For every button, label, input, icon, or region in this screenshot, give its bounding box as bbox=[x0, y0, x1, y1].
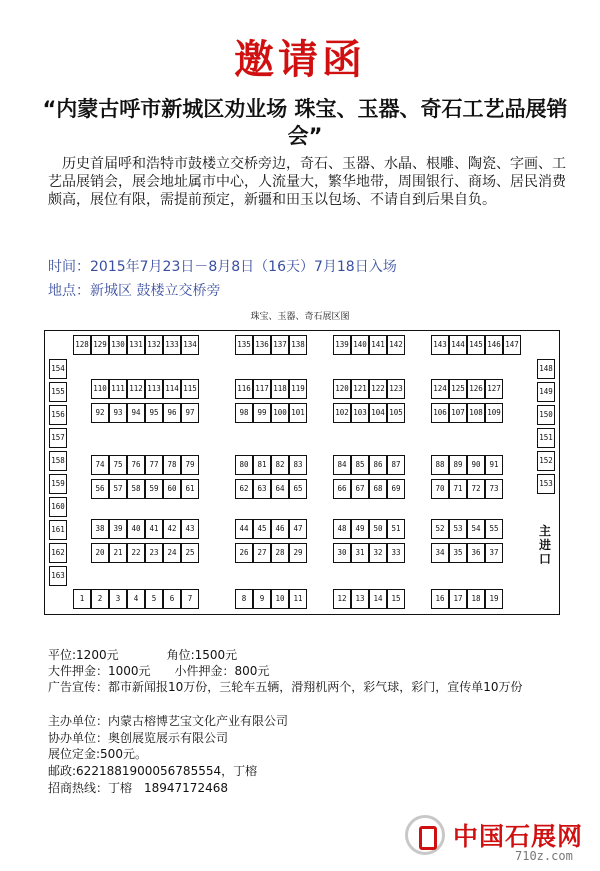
booth-112: 112 bbox=[127, 379, 145, 399]
booth-6: 6 bbox=[163, 589, 181, 609]
booth-93: 93 bbox=[109, 403, 127, 423]
booth-67: 67 bbox=[351, 479, 369, 499]
invitation-title: 邀请函 bbox=[234, 36, 366, 83]
booth-126: 126 bbox=[467, 379, 485, 399]
booth-45: 45 bbox=[253, 519, 271, 539]
booth-137: 137 bbox=[271, 335, 289, 355]
booth-56: 56 bbox=[91, 479, 109, 499]
booth-2: 2 bbox=[91, 589, 109, 609]
booth-103: 103 bbox=[351, 403, 369, 423]
booth-152: 152 bbox=[537, 451, 555, 471]
booth-127: 127 bbox=[485, 379, 503, 399]
booth-73: 73 bbox=[485, 479, 503, 499]
booth-26: 26 bbox=[235, 543, 253, 563]
booth-86: 86 bbox=[369, 455, 387, 475]
booth-144: 144 bbox=[449, 335, 467, 355]
booth-102: 102 bbox=[333, 403, 351, 423]
booth-71: 71 bbox=[449, 479, 467, 499]
intro-paragraph: 历史首届呼和浩特市鼓楼立交桥旁边，奇石、玉器、水晶、根雕、陶瓷、字画、工艺品展销会，展会地址属市中心，人流量大，繁华地带，周围银行、商场、居民消费颇高，展位有限，需提前预定，新疆和田玉以包场、不请自到后果自负。 bbox=[48, 156, 566, 208]
booth-3: 3 bbox=[109, 589, 127, 609]
booth-116: 116 bbox=[235, 379, 253, 399]
booth-47: 47 bbox=[289, 519, 307, 539]
booth-82: 82 bbox=[271, 455, 289, 475]
booth-72: 72 bbox=[467, 479, 485, 499]
booth-132: 132 bbox=[145, 335, 163, 355]
booth-12: 12 bbox=[333, 589, 351, 609]
booth-22: 22 bbox=[127, 543, 145, 563]
booth-46: 46 bbox=[271, 519, 289, 539]
booth-52: 52 bbox=[431, 519, 449, 539]
booth-14: 14 bbox=[369, 589, 387, 609]
logo-mark-icon bbox=[405, 815, 445, 855]
booth-25: 25 bbox=[181, 543, 199, 563]
booth-154: 154 bbox=[49, 359, 67, 379]
booth-150: 150 bbox=[537, 405, 555, 425]
booth-139: 139 bbox=[333, 335, 351, 355]
booth-37: 37 bbox=[485, 543, 503, 563]
booth-36: 36 bbox=[467, 543, 485, 563]
booth-97: 97 bbox=[181, 403, 199, 423]
booth-27: 27 bbox=[253, 543, 271, 563]
booth-68: 68 bbox=[369, 479, 387, 499]
booth-161: 161 bbox=[49, 520, 67, 540]
booth-19: 19 bbox=[485, 589, 503, 609]
booth-29: 29 bbox=[289, 543, 307, 563]
booth-160: 160 bbox=[49, 497, 67, 517]
booth-100: 100 bbox=[271, 403, 289, 423]
booth-35: 35 bbox=[449, 543, 467, 563]
logo-url: 710z.com bbox=[515, 849, 573, 863]
booth-70: 70 bbox=[431, 479, 449, 499]
booth-4: 4 bbox=[127, 589, 145, 609]
booth-153: 153 bbox=[537, 474, 555, 494]
booth-142: 142 bbox=[387, 335, 405, 355]
info-line: 广告宣传：都市新闻报10万份，三轮车五辆，滑翔机两个，彩气球，彩门，宣传单10万份 bbox=[48, 680, 523, 694]
booth-16: 16 bbox=[431, 589, 449, 609]
booth-58: 58 bbox=[127, 479, 145, 499]
booth-30: 30 bbox=[333, 543, 351, 563]
booth-90: 90 bbox=[467, 455, 485, 475]
booth-94: 94 bbox=[127, 403, 145, 423]
booth-42: 42 bbox=[163, 519, 181, 539]
booth-138: 138 bbox=[289, 335, 307, 355]
booth-96: 96 bbox=[163, 403, 181, 423]
logo-text: 中国石展网 bbox=[453, 822, 584, 851]
booth-136: 136 bbox=[253, 335, 271, 355]
booth-92: 92 bbox=[91, 403, 109, 423]
booth-75: 75 bbox=[109, 455, 127, 475]
booth-106: 106 bbox=[431, 403, 449, 423]
booth-9: 9 bbox=[253, 589, 271, 609]
booth-111: 111 bbox=[109, 379, 127, 399]
booth-59: 59 bbox=[145, 479, 163, 499]
booth-141: 141 bbox=[369, 335, 387, 355]
booth-74: 74 bbox=[91, 455, 109, 475]
booth-119: 119 bbox=[289, 379, 307, 399]
booth-43: 43 bbox=[181, 519, 199, 539]
booth-131: 131 bbox=[127, 335, 145, 355]
booth-13: 13 bbox=[351, 589, 369, 609]
booth-113: 113 bbox=[145, 379, 163, 399]
event-time: 时间：2015年7月23日－8月8日（16天）7月18日入场 bbox=[48, 259, 397, 275]
booth-85: 85 bbox=[351, 455, 369, 475]
booth-51: 51 bbox=[387, 519, 405, 539]
booth-18: 18 bbox=[467, 589, 485, 609]
booth-91: 91 bbox=[485, 455, 503, 475]
booth-11: 11 bbox=[289, 589, 307, 609]
booth-108: 108 bbox=[467, 403, 485, 423]
booth-83: 83 bbox=[289, 455, 307, 475]
booth-157: 157 bbox=[49, 428, 67, 448]
booth-77: 77 bbox=[145, 455, 163, 475]
booth-39: 39 bbox=[109, 519, 127, 539]
booth-88: 88 bbox=[431, 455, 449, 475]
booth-121: 121 bbox=[351, 379, 369, 399]
booth-110: 110 bbox=[91, 379, 109, 399]
booth-20: 20 bbox=[91, 543, 109, 563]
booth-159: 159 bbox=[49, 474, 67, 494]
booth-17: 17 bbox=[449, 589, 467, 609]
booth-21: 21 bbox=[109, 543, 127, 563]
booth-53: 53 bbox=[449, 519, 467, 539]
booth-24: 24 bbox=[163, 543, 181, 563]
booth-148: 148 bbox=[537, 359, 555, 379]
info-line: 大件押金：1000元 小件押金：800元 bbox=[48, 664, 270, 678]
booth-31: 31 bbox=[351, 543, 369, 563]
event-place: 地点：新城区 鼓楼立交桥旁 bbox=[48, 283, 221, 299]
booth-140: 140 bbox=[351, 335, 369, 355]
booth-76: 76 bbox=[127, 455, 145, 475]
booth-145: 145 bbox=[467, 335, 485, 355]
info-line: 展位定金:500元。 bbox=[48, 747, 147, 761]
booth-28: 28 bbox=[271, 543, 289, 563]
booth-109: 109 bbox=[485, 403, 503, 423]
booth-120: 120 bbox=[333, 379, 351, 399]
booth-162: 162 bbox=[49, 543, 67, 563]
booth-64: 64 bbox=[271, 479, 289, 499]
site-logo bbox=[405, 813, 595, 865]
floor-plan-title: 珠宝、玉器、奇石展区图 bbox=[250, 312, 350, 322]
booth-41: 41 bbox=[145, 519, 163, 539]
booth-84: 84 bbox=[333, 455, 351, 475]
booth-163: 163 bbox=[49, 566, 67, 586]
event-subtitle: “内蒙古呼市新城区劝业场 珠宝、玉器、奇石工艺品展销会” bbox=[42, 97, 568, 148]
booth-147: 147 bbox=[503, 335, 521, 355]
booth-65: 65 bbox=[289, 479, 307, 499]
info-line: 招商热线：丁榕 18947172468 bbox=[48, 781, 228, 795]
booth-55: 55 bbox=[485, 519, 503, 539]
booth-54: 54 bbox=[467, 519, 485, 539]
booth-80: 80 bbox=[235, 455, 253, 475]
info-line: 邮政:6221881900056785554，丁榕 bbox=[48, 764, 258, 778]
booth-143: 143 bbox=[431, 335, 449, 355]
booth-57: 57 bbox=[109, 479, 127, 499]
booth-98: 98 bbox=[235, 403, 253, 423]
booth-104: 104 bbox=[369, 403, 387, 423]
booth-38: 38 bbox=[91, 519, 109, 539]
info-line: 主办单位：内蒙古榕博艺宝文化产业有限公司 bbox=[48, 714, 289, 728]
booth-49: 49 bbox=[351, 519, 369, 539]
booth-66: 66 bbox=[333, 479, 351, 499]
booth-34: 34 bbox=[431, 543, 449, 563]
booth-60: 60 bbox=[163, 479, 181, 499]
booth-87: 87 bbox=[387, 455, 405, 475]
booth-128: 128 bbox=[73, 335, 91, 355]
booth-81: 81 bbox=[253, 455, 271, 475]
info-line: 平位:1200元 角位:1500元 bbox=[48, 648, 238, 662]
booth-118: 118 bbox=[271, 379, 289, 399]
booth-124: 124 bbox=[431, 379, 449, 399]
floor-plan bbox=[44, 330, 560, 615]
booth-135: 135 bbox=[235, 335, 253, 355]
booth-5: 5 bbox=[145, 589, 163, 609]
booth-117: 117 bbox=[253, 379, 271, 399]
booth-130: 130 bbox=[109, 335, 127, 355]
booth-125: 125 bbox=[449, 379, 467, 399]
booth-1: 1 bbox=[73, 589, 91, 609]
booth-114: 114 bbox=[163, 379, 181, 399]
booth-33: 33 bbox=[387, 543, 405, 563]
booth-99: 99 bbox=[253, 403, 271, 423]
booth-115: 115 bbox=[181, 379, 199, 399]
booth-63: 63 bbox=[253, 479, 271, 499]
booth-61: 61 bbox=[181, 479, 199, 499]
booth-134: 134 bbox=[181, 335, 199, 355]
booth-133: 133 bbox=[163, 335, 181, 355]
booth-23: 23 bbox=[145, 543, 163, 563]
booth-156: 156 bbox=[49, 405, 67, 425]
booth-8: 8 bbox=[235, 589, 253, 609]
booth-146: 146 bbox=[485, 335, 503, 355]
booth-158: 158 bbox=[49, 451, 67, 471]
booth-79: 79 bbox=[181, 455, 199, 475]
booth-151: 151 bbox=[537, 428, 555, 448]
booth-50: 50 bbox=[369, 519, 387, 539]
booth-10: 10 bbox=[271, 589, 289, 609]
booth-101: 101 bbox=[289, 403, 307, 423]
booth-44: 44 bbox=[235, 519, 253, 539]
booth-7: 7 bbox=[181, 589, 199, 609]
booth-40: 40 bbox=[127, 519, 145, 539]
main-entrance-label: 主进口 bbox=[538, 524, 551, 566]
booth-69: 69 bbox=[387, 479, 405, 499]
booth-48: 48 bbox=[333, 519, 351, 539]
booth-62: 62 bbox=[235, 479, 253, 499]
info-line: 协办单位：奥创展览展示有限公司 bbox=[48, 731, 229, 745]
booth-123: 123 bbox=[387, 379, 405, 399]
booth-78: 78 bbox=[163, 455, 181, 475]
booth-155: 155 bbox=[49, 382, 67, 402]
booth-89: 89 bbox=[449, 455, 467, 475]
booth-95: 95 bbox=[145, 403, 163, 423]
booth-105: 105 bbox=[387, 403, 405, 423]
booth-129: 129 bbox=[91, 335, 109, 355]
booth-122: 122 bbox=[369, 379, 387, 399]
booth-149: 149 bbox=[537, 382, 555, 402]
booth-15: 15 bbox=[387, 589, 405, 609]
booth-107: 107 bbox=[449, 403, 467, 423]
booth-32: 32 bbox=[369, 543, 387, 563]
